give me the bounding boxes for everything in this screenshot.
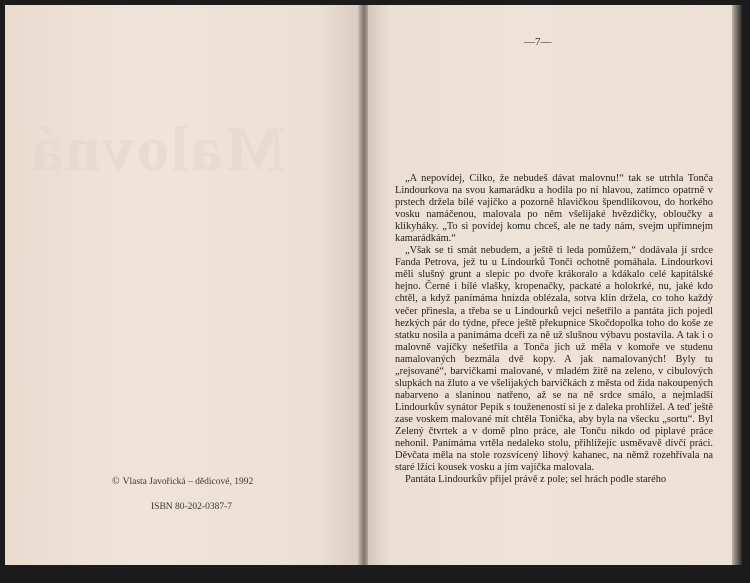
copyright-text: Vlasta Javořická – dědicové, 1992 [122,477,254,487]
page-edge [732,5,742,565]
paragraph: Pantáta Lindourkův přijel právě z pole; sel hrách podle starého [405,474,667,486]
bleed-through-text: Malovná [29,113,285,184]
paragraph: „A nepovídej, Cilko, že nebudeš dávat malovnu!“ tak se utrhla Tonča Lindourkova na svou kamarádku a hodila po ní hlavou, zatímco opatrně v prstech držela bílé vajíčko a pozorně hlavičkou špendlíkovou, do horkého vosku namáčenou, malovala po něm všelijaké hvězdičky, obloučky a klikyháky. „To si povídej komu chceš, ale ne tady nám, svejm upřímnejm kamarádkám.“ [395,173,713,245]
copyright-line [112,476,253,487]
isbn: ISBN 80-202-0387-7 [151,502,233,512]
copyright-icon: © [112,476,120,487]
body-text [395,173,713,486]
paragraph: „Však se ti smát nebudem, a ještě ti leda pomůžem,“ dodávala jí srdce Fanda Petrova, jež tu u Lindourků Tonči ochotně pomáhala. Lindourkovi měli slušný grunt a slepic po dvoře krákoralo a kdákalo celé kapitálské hejno. Černé i bílé vlašky, kropenačky, packaté a holokrké, nu, jaké kdo chtěl, a když panímáma hnízda oblézala, sotva klín držela, co toho každý večer přinesla, a třeba se u Lindourků vejci nešetřilo a pantáta jich pojedl hezkých pár do týdne, přece ještě překupnice Skočdopolka toho do koše ze statku nosila a panímáma dceři za ně už slušnou výbavu postavila. A tak i o malovně vajíčky nešetřila a Tonča jich už měla v komoře ve studenu namalovaných bezmála dvě kopy. A jak namalovaných! Byly tu „rejsované“, barvičkami malované, v mladém žitě na zeleno, v cibulových slupkách na žluto a ve všelijakých barvičkách z města od žida nakoupených nabarveno a slaninou natřeno, až se na ně srdce smálo, a nejmladší Lindourkův synátor Pepík s touženeností si je z daleka prohlížel. A teď ještě zase voskem malované mít chtěla Tonička, aby byla na všecku „sortu“. Byl Zelený čtvrtek a v domě plno práce, ale Tonču nikdo od piplavé práce nehonil. Panímáma vrtěla nedaleko stolu, přihlížejíc usměvavě dívčí práci. Děvčata měla na stole rozsvícený lihový kahanec, na němž rozehřívala na staré lžíci kousek vosku a jím vajíčka malovala. [395,245,713,474]
page-number: —7— [524,36,552,48]
